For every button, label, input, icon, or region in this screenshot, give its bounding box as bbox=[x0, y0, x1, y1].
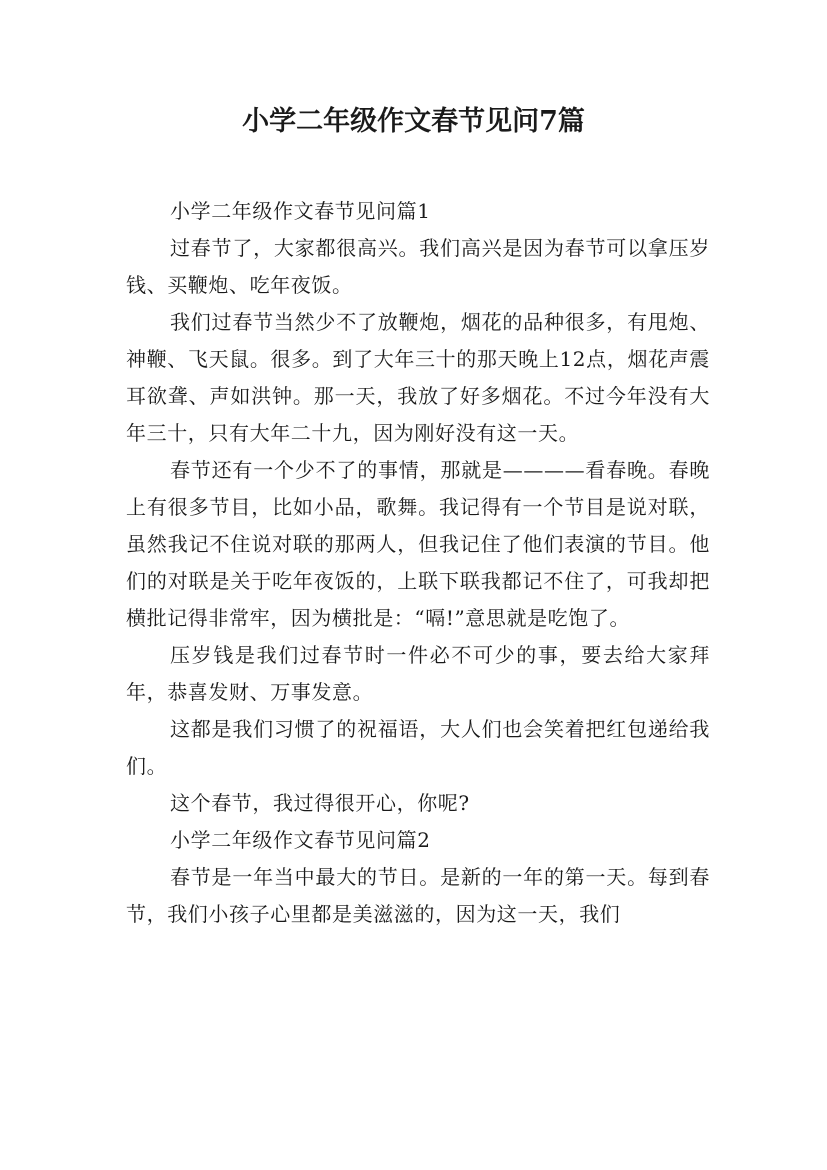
paragraph: 春节是一年当中最大的节日。是新的一年的第一天。每到春节，我们小孩子心里都是美滋滋的，因为这一天，我们 bbox=[126, 865, 710, 926]
paragraph: 过春节了，大家都很高兴。我们高兴是因为春节可以拿压岁钱、买鞭炮、吃年夜饭。 bbox=[126, 236, 710, 297]
paragraph: 压岁钱是我们过春节时一件必不可少的事，要去给大家拜年，恭喜发财、万事发意。 bbox=[126, 643, 710, 704]
paragraph: 这个春节，我过得很开心，你呢? bbox=[170, 791, 470, 815]
section-heading-1: 小学二年级作文春节见问篇1 bbox=[170, 199, 431, 223]
paragraph: 春节还有一个少不了的事情，那就是————看春晚。春晚上有很多节目，比如小品，歌舞。我记得有一个节目是说对联，虽然我记不住说对联的那两人，但我记住了他们表演的节目。他们的对联是关于吃年夜饭的，上联下联我都记不住了，可我却把横批记得非常牢，因为横批是：“嗝!”意思就是吃饱了。 bbox=[126, 458, 710, 630]
paragraph: 这都是我们习惯了的祝福语，大人们也会笑着把红包递给我们。 bbox=[126, 717, 710, 778]
document-title: 小学二年级作文春节见问7篇 bbox=[242, 106, 585, 137]
document-body bbox=[126, 193, 710, 933]
paragraph: 我们过春节当然少不了放鞭炮，烟花的品种很多，有甩炮、神鞭、飞天鼠。很多。到了大年三十的那天晚上12点，烟花声震耳欲聋、声如洪钟。那一天，我放了好多烟花。不过今年没有大年三十，只有大年二十九，因为刚好没有这一天。 bbox=[126, 310, 710, 445]
section-heading-2: 小学二年级作文春节见问篇2 bbox=[170, 828, 431, 852]
